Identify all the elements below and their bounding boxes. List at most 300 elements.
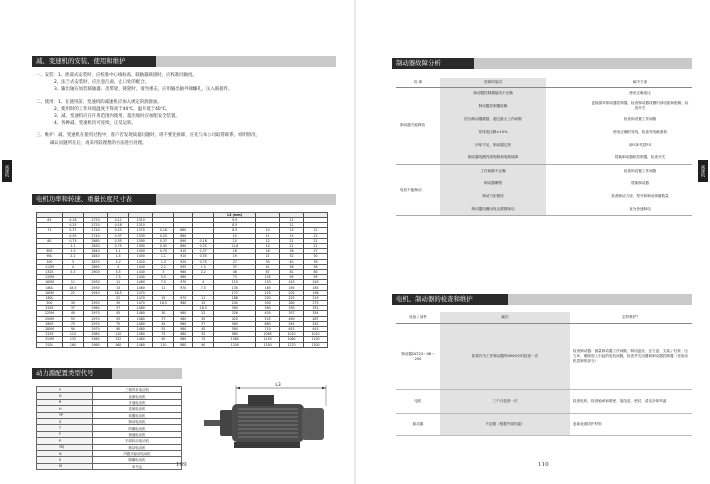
table-cell: 46 <box>214 269 256 274</box>
table-cell: 960 <box>174 275 193 280</box>
table-cell: 2970 <box>84 326 108 331</box>
table-cell: 970 <box>174 295 193 300</box>
gap-cell <box>546 87 588 100</box>
table-cell: 90 <box>108 326 129 331</box>
table-cell: 0.37 <box>153 238 174 243</box>
table-cell: 90 <box>62 326 83 331</box>
table-cell: 15 <box>280 233 304 238</box>
table-cell: 0.75 <box>153 249 174 254</box>
table-cell: 1080 <box>214 337 256 342</box>
code-key: M <box>37 463 93 469</box>
table-cell: 0.55 <box>108 238 129 243</box>
fault-solution: 替换制动器和控制器，检查开关 <box>588 151 692 164</box>
table-cell: 326 <box>214 311 256 316</box>
table-cell: 8.5 <box>214 223 256 228</box>
table-cell: 2950 <box>84 301 108 306</box>
table-cell: 2840 <box>84 254 108 259</box>
table-cell: 13 <box>280 228 304 233</box>
table-cell: 1310 <box>129 218 153 223</box>
table-cell: 1010 <box>304 332 328 337</box>
table-header-row <box>396 312 692 323</box>
gap-cell <box>546 78 588 87</box>
header-cell: 故障的原因 <box>440 78 546 87</box>
table-cell: 165 <box>256 285 280 290</box>
table-cell: 55 <box>193 332 214 337</box>
code-value: 防爆电动机 <box>93 425 182 431</box>
table-cell: 160 <box>108 342 129 347</box>
table-cell: 0.37 <box>193 249 214 254</box>
table-cell: 21 <box>280 238 304 243</box>
table-cell: 1.1 <box>62 243 83 248</box>
table-cell: 1480 <box>129 311 153 316</box>
fault-solution: 检查制动力矩、型号和制动弹簧数量 <box>611 194 669 199</box>
table-cell: 12 <box>304 233 328 238</box>
table-cell: 30 <box>256 259 280 264</box>
side-tab-left: 减速机 <box>2 160 12 182</box>
table-row <box>396 177 692 190</box>
table-cell: 980 <box>214 332 256 337</box>
table-row <box>396 113 692 126</box>
table-cell: 935 <box>174 264 193 269</box>
table-cell: 660 <box>256 321 280 326</box>
table-row <box>396 389 692 413</box>
table-cell: 1420 <box>129 259 153 264</box>
table-cell: 110 <box>62 332 83 337</box>
header-cell: 解决方案 <box>588 78 692 87</box>
code-value: 变频电动机 <box>93 406 182 412</box>
table-cell: 1400 <box>129 249 153 254</box>
table-row <box>396 139 692 152</box>
table-cell: 90 <box>193 342 214 347</box>
code-value: 多速电动机 <box>93 399 182 405</box>
section-header-dims <box>32 194 336 205</box>
table-cell: 19 <box>214 254 256 259</box>
table-cell: 250 <box>256 295 280 300</box>
section-header-fault <box>392 58 692 69</box>
table-cell: 0.25 <box>62 223 83 228</box>
table-cell: 37 <box>153 316 174 321</box>
table-cell: 32 <box>280 254 304 259</box>
table-cell: 1240 <box>214 342 256 347</box>
side-tab-right: 减速机 <box>698 160 708 182</box>
table-cell: 420 <box>214 316 256 321</box>
table-cell: 15 <box>108 285 129 290</box>
table-cell: 67 <box>256 269 280 274</box>
table-cell: 30 <box>108 301 129 306</box>
gap-cell <box>546 113 588 126</box>
table-cell: 860 <box>174 228 193 233</box>
table-cell: 30 <box>153 311 174 316</box>
table-cell: 12 <box>304 228 328 233</box>
fault-component: 电机不能制动 <box>396 164 440 216</box>
table-cell: 225 <box>280 295 304 300</box>
table-header-row <box>396 78 692 87</box>
table-cell: 90L <box>37 254 63 259</box>
section-title: 减、变速机的安装、使用和维护 <box>32 56 156 67</box>
code-key: P <box>37 438 93 444</box>
table-cell: 200 <box>37 301 63 306</box>
table-cell: 153 <box>256 280 280 285</box>
fault-solution: 检查和设置工作间隙 <box>623 116 657 121</box>
table-cell: 1390 <box>129 243 153 248</box>
install-line: 2、法兰式安装时，应注意凸面、止口处的配合。 <box>54 80 149 86</box>
code-key: D <box>37 393 93 399</box>
table-cell: 11.8 <box>214 243 256 248</box>
code-value: 调速电动机 <box>93 431 182 437</box>
table-cell: 135 <box>214 285 256 290</box>
table-cell: 5.5 <box>153 275 174 280</box>
table-cell: 7.5 <box>193 285 214 290</box>
table-cell: 132 <box>62 337 83 342</box>
code-key: S <box>37 457 93 463</box>
table-cell: 240 <box>214 301 256 306</box>
table-cell: 18.5 <box>193 306 214 311</box>
table-cell: 980 <box>174 332 193 337</box>
gap-cell <box>546 151 588 164</box>
table-cell: 0.18 <box>193 238 214 243</box>
fault-solution: 替换制动器 <box>631 181 649 186</box>
code-value: 伺服电动机 <box>93 412 182 418</box>
table-row <box>396 151 692 164</box>
table-cell: 0.25 <box>153 233 174 238</box>
table-cell: 75 <box>108 321 129 326</box>
table-cell: 132M <box>37 275 63 280</box>
table-cell: 185 <box>304 285 328 290</box>
table-cell: 580 <box>214 326 256 331</box>
table-cell: 112M <box>37 264 63 269</box>
table-cell: 542 <box>304 321 328 326</box>
maint-frequency: 不定期（根据外部因素） <box>440 413 570 435</box>
table-cell: 300 <box>256 301 280 306</box>
table-cell: 4 <box>62 264 83 269</box>
table-cell: 11 <box>153 285 174 290</box>
table-cell: 2940 <box>84 290 108 295</box>
install-line: 3、输出轴在加装联轴器、皮带轮、链轮时，请勿重击，应用输出轴外端螺孔，压入联接件。 <box>54 87 233 93</box>
table-cell: 250M <box>37 316 63 321</box>
table-cell: 27 <box>214 259 256 264</box>
table-cell: 970 <box>174 280 193 285</box>
table-row <box>396 203 692 216</box>
code-value: 制动电动机 <box>93 444 182 450</box>
table-row <box>396 323 692 389</box>
table-cell: 1390 <box>129 238 153 243</box>
table-cell: 980 <box>174 311 193 316</box>
table-row <box>37 463 182 469</box>
table-cell: 0.18 <box>108 223 129 228</box>
table-cell: 110 <box>108 332 129 337</box>
table-cell: 195 <box>280 285 304 290</box>
fault-solution: 检查和设置工作间隙 <box>623 168 657 173</box>
table-cell: 405 <box>256 311 280 316</box>
fault-cause: 制动器线圈闭电压增强制动 <box>440 203 546 216</box>
table-cell: 90S <box>37 249 63 254</box>
motor-base <box>234 442 300 448</box>
table-cell: 21 <box>280 243 304 248</box>
table-cell: 2.2 <box>62 254 83 259</box>
use-line: 二、使用：1、在使用前，变速机的减速机应加入规定的润滑油。 <box>36 99 162 105</box>
table-cell: 11 <box>256 233 280 238</box>
table-cell: 0.18 <box>153 228 174 233</box>
table-cell: 910 <box>174 249 193 254</box>
table-cell: 1370 <box>129 228 153 233</box>
table-cell: 0.12 <box>108 218 129 223</box>
code-value: 制动电动机 <box>93 418 182 424</box>
table-cell: 1270 <box>280 342 304 347</box>
table-cell: 21 <box>256 254 280 259</box>
table-cell: 980 <box>174 342 193 347</box>
table-cell: 132 <box>108 337 129 342</box>
table-cell: 28 <box>280 249 304 254</box>
code-key: H <box>37 406 93 412</box>
maint-device: 驱动器 <box>396 413 440 435</box>
section-title: 动力源配置类型代号 <box>32 368 112 379</box>
table-cell: 10 <box>214 238 256 243</box>
page-number: 109 <box>176 462 187 468</box>
section-title: 制动器故障分析 <box>392 58 474 69</box>
table-cell: 27 <box>304 249 328 254</box>
table-cell: 55 <box>153 326 174 331</box>
header-cell: L3 (mm) <box>214 213 256 218</box>
table-cell: 18.5 <box>153 301 174 306</box>
table-cell: 180M <box>37 290 63 295</box>
table-cell: 910 <box>174 254 193 259</box>
table-cell: 2980 <box>84 342 108 347</box>
table-cell: 225S <box>37 306 63 311</box>
table-cell: 275 <box>304 301 328 306</box>
gap-cell <box>546 100 588 113</box>
code-key: N <box>37 450 93 456</box>
code-key: YEJ <box>37 444 93 450</box>
maint-device: 电机 <box>396 389 440 413</box>
table-cell: 7.5 <box>108 275 129 280</box>
table-cell: 315S <box>37 332 63 337</box>
maint-device: 制动器DLT23～08～200 <box>396 323 440 389</box>
table-cell: 75 <box>153 332 174 337</box>
table-cell: 331 <box>304 306 328 311</box>
table-cell: 58 <box>280 264 304 269</box>
table-cell: 5.5 <box>108 269 129 274</box>
fault-cause: 工作间隙不正确 <box>440 164 546 177</box>
table-cell: 9.5 <box>214 218 256 223</box>
table-cell: 545 <box>280 321 304 326</box>
code-key: T <box>37 425 93 431</box>
table-cell: 100 <box>37 259 63 264</box>
table-row <box>396 87 692 100</box>
table-cell: 90 <box>153 337 174 342</box>
table-cell: 8.5 <box>214 228 256 233</box>
fault-cause: 制动器控制器故障 <box>440 100 546 113</box>
table-cell: 560 <box>214 321 256 326</box>
gap-cell <box>546 126 588 139</box>
motor-dimension-table <box>36 212 328 348</box>
code-value: 隔爆电动机 <box>93 457 182 463</box>
code-value: 内燃式驱动电动机 <box>93 450 182 456</box>
code-key: Y <box>37 387 93 393</box>
fault-cause: 因为制动器磨损，超过最大工作间隙 <box>440 113 546 126</box>
gap-cell <box>546 203 588 216</box>
maint-frequency: 三个月检查一次 <box>440 389 570 413</box>
table-cell: 980 <box>174 321 193 326</box>
fault-solution: 使用正确的导线，检查导线截面积 <box>613 129 667 134</box>
table-cell: 354 <box>304 311 328 316</box>
table-cell: 5.5 <box>62 269 83 274</box>
table-cell: 300 <box>214 306 256 311</box>
header-cell: 怎样维护？ <box>570 312 692 323</box>
table-cell: 1480 <box>129 326 153 331</box>
table-cell: 225 <box>256 290 280 295</box>
table-cell: 12 <box>256 238 280 243</box>
table-cell: 0.37 <box>108 233 129 238</box>
table-cell: 2860 <box>84 238 108 243</box>
table-row <box>37 342 328 347</box>
section-title: 电机功率和转速、重量长度尺寸表 <box>32 194 156 205</box>
table-cell: 615 <box>280 326 304 331</box>
code-key: Z <box>37 418 93 424</box>
table-row <box>396 190 692 203</box>
table-cell: 11 <box>280 218 304 223</box>
table-cell: 4 <box>193 280 214 285</box>
table-cell: 980 <box>174 316 193 321</box>
fault-cause: 冷却不足，制动器过热 <box>440 139 546 152</box>
table-cell: 487 <box>304 316 328 321</box>
maintain-line: 三、维护：减、变速机在使用过程中，客户若发现质量问题时，请不要先拆卸，应先与本公司取得联系，说明情况， <box>36 133 260 139</box>
table-cell: 980 <box>174 337 193 342</box>
table-cell: 3 <box>62 259 83 264</box>
table-cell: 15 <box>153 295 174 300</box>
motor-outline-drawing <box>198 382 336 462</box>
maint-frequency: 如果作为工作制动器每0000小时检查一次 <box>440 323 570 389</box>
table-cell: 0.55 <box>62 233 83 238</box>
table-cell: 132S <box>37 269 63 274</box>
table-cell: 2980 <box>84 332 108 337</box>
table-cell: 1480 <box>129 332 153 337</box>
fault-solution: 更换损坏制动器控制器，检查制动器线圈内部电阻和绝缘、检查开关 <box>591 101 689 111</box>
table-cell: 14 <box>256 243 280 248</box>
usage-instructions <box>36 72 336 147</box>
table-cell: 360 <box>256 306 280 311</box>
table-cell: 105 <box>256 275 280 280</box>
table-cell: 18.5 <box>62 285 83 290</box>
table-cell: 73 <box>214 275 256 280</box>
table-cell: 75 <box>62 321 83 326</box>
table-cell: 75 <box>193 337 214 342</box>
section-header-reducer <box>32 56 336 67</box>
table-cell: 160 <box>62 342 83 347</box>
code-value: 平面转动电动机 <box>93 438 182 444</box>
table-cell: 45 <box>62 311 83 316</box>
table-cell: 525 <box>256 316 280 321</box>
table-cell: 0.25 <box>108 228 129 233</box>
table-cell: 10 <box>214 233 256 238</box>
table-cell: 330 <box>280 306 304 311</box>
table-cell: 18 <box>256 249 280 254</box>
table-cell: 1.5 <box>193 264 214 269</box>
table-cell: 1150 <box>256 337 280 342</box>
table-cell: 1310 <box>129 223 153 228</box>
code-key: YP <box>37 412 93 418</box>
maint-method: 更新表面防护材料 <box>570 413 692 435</box>
table-row <box>396 413 692 435</box>
table-cell: 1300 <box>304 342 328 347</box>
table-cell: 960 <box>174 269 193 274</box>
table-cell: 2740 <box>84 233 108 238</box>
table-cell: 1.5 <box>153 259 174 264</box>
use-line: 2、使用时的工作环境温度不得高于40℃，温升低于40℃。 <box>54 106 171 112</box>
table-cell: 357 <box>280 311 304 316</box>
table-cell: 2720 <box>84 218 108 223</box>
maintain-line: 确认问题所在后，再采用较理想的方法进行处理。 <box>50 140 147 146</box>
table-cell: 95 <box>304 275 328 280</box>
table-cell: 2890 <box>84 264 108 269</box>
table-cell: 40 <box>280 259 304 264</box>
gap-cell <box>546 164 588 177</box>
page-number: 110 <box>538 462 549 468</box>
table-cell: 225M <box>37 311 63 316</box>
table-cell: 81 <box>280 269 304 274</box>
table-cell: 110 <box>153 342 174 347</box>
table-cell: 0.37 <box>62 228 83 233</box>
table-cell: 0.55 <box>193 254 214 259</box>
table-cell: 21 <box>304 243 328 248</box>
code-value: 直流电动机 <box>93 393 182 399</box>
motor-body <box>232 404 304 442</box>
table-cell: 160L <box>37 285 63 290</box>
table-cell: 1440 <box>129 269 153 274</box>
table-cell: 7.5 <box>153 280 174 285</box>
maint-method: 检查制动器：测量制动器工作间隙，制动盘室、压力盘、支架 / 衬套、压力环、刷除进入引起的电机间隙，检查并关闭器和制动器控制器（见电动机控制的部分） <box>570 323 692 389</box>
maint-method: 检查电机，检查轴承和滑密、接线盒、密封、清洁冷却风道 <box>570 389 692 413</box>
table-cell: 80 <box>37 238 63 243</box>
table-cell: 63 <box>37 218 63 223</box>
table-cell: 2980 <box>84 337 108 342</box>
table-cell: 1010 <box>280 332 304 337</box>
dimension-label: L3 <box>275 383 281 388</box>
table-cell: 1470 <box>129 290 153 295</box>
table-cell: 2870 <box>84 259 108 264</box>
table-row <box>396 126 692 139</box>
section-header-maint <box>392 294 692 305</box>
table-cell: 2930 <box>84 280 108 285</box>
table-cell: 280 <box>280 301 304 306</box>
table-cell: 22 <box>193 311 214 316</box>
table-row <box>396 100 692 113</box>
terminal-box <box>248 395 274 406</box>
table-cell: 11 <box>193 295 214 300</box>
table-cell: 55 <box>62 316 83 321</box>
table-cell: 890 <box>174 243 193 248</box>
table-cell: 0.75 <box>62 238 83 243</box>
table-cell: 0.25 <box>193 243 214 248</box>
table-cell: 2960 <box>84 306 108 311</box>
table-cell: 890 <box>174 238 193 243</box>
table-cell: 55 <box>108 316 129 321</box>
header-cell: 设备 / 部件 <box>396 312 440 323</box>
table-cell: 1060 <box>280 337 304 342</box>
table-cell: 1.1 <box>153 254 174 259</box>
table-cell: 3 <box>153 269 174 274</box>
table-cell: 4 <box>108 264 129 269</box>
table-cell: 710 <box>256 326 280 331</box>
table-cell: 37 <box>62 306 83 311</box>
fault-analysis-table <box>396 78 692 216</box>
table-cell: 80 <box>304 269 328 274</box>
fault-cause: 制动器摩擦 <box>440 177 546 190</box>
gap-cell <box>546 139 588 152</box>
table-cell: 11 <box>62 280 83 285</box>
table-cell: 15 <box>193 301 214 306</box>
table-cell: 18.5 <box>108 290 129 295</box>
table-cell: 2.2 <box>108 259 129 264</box>
